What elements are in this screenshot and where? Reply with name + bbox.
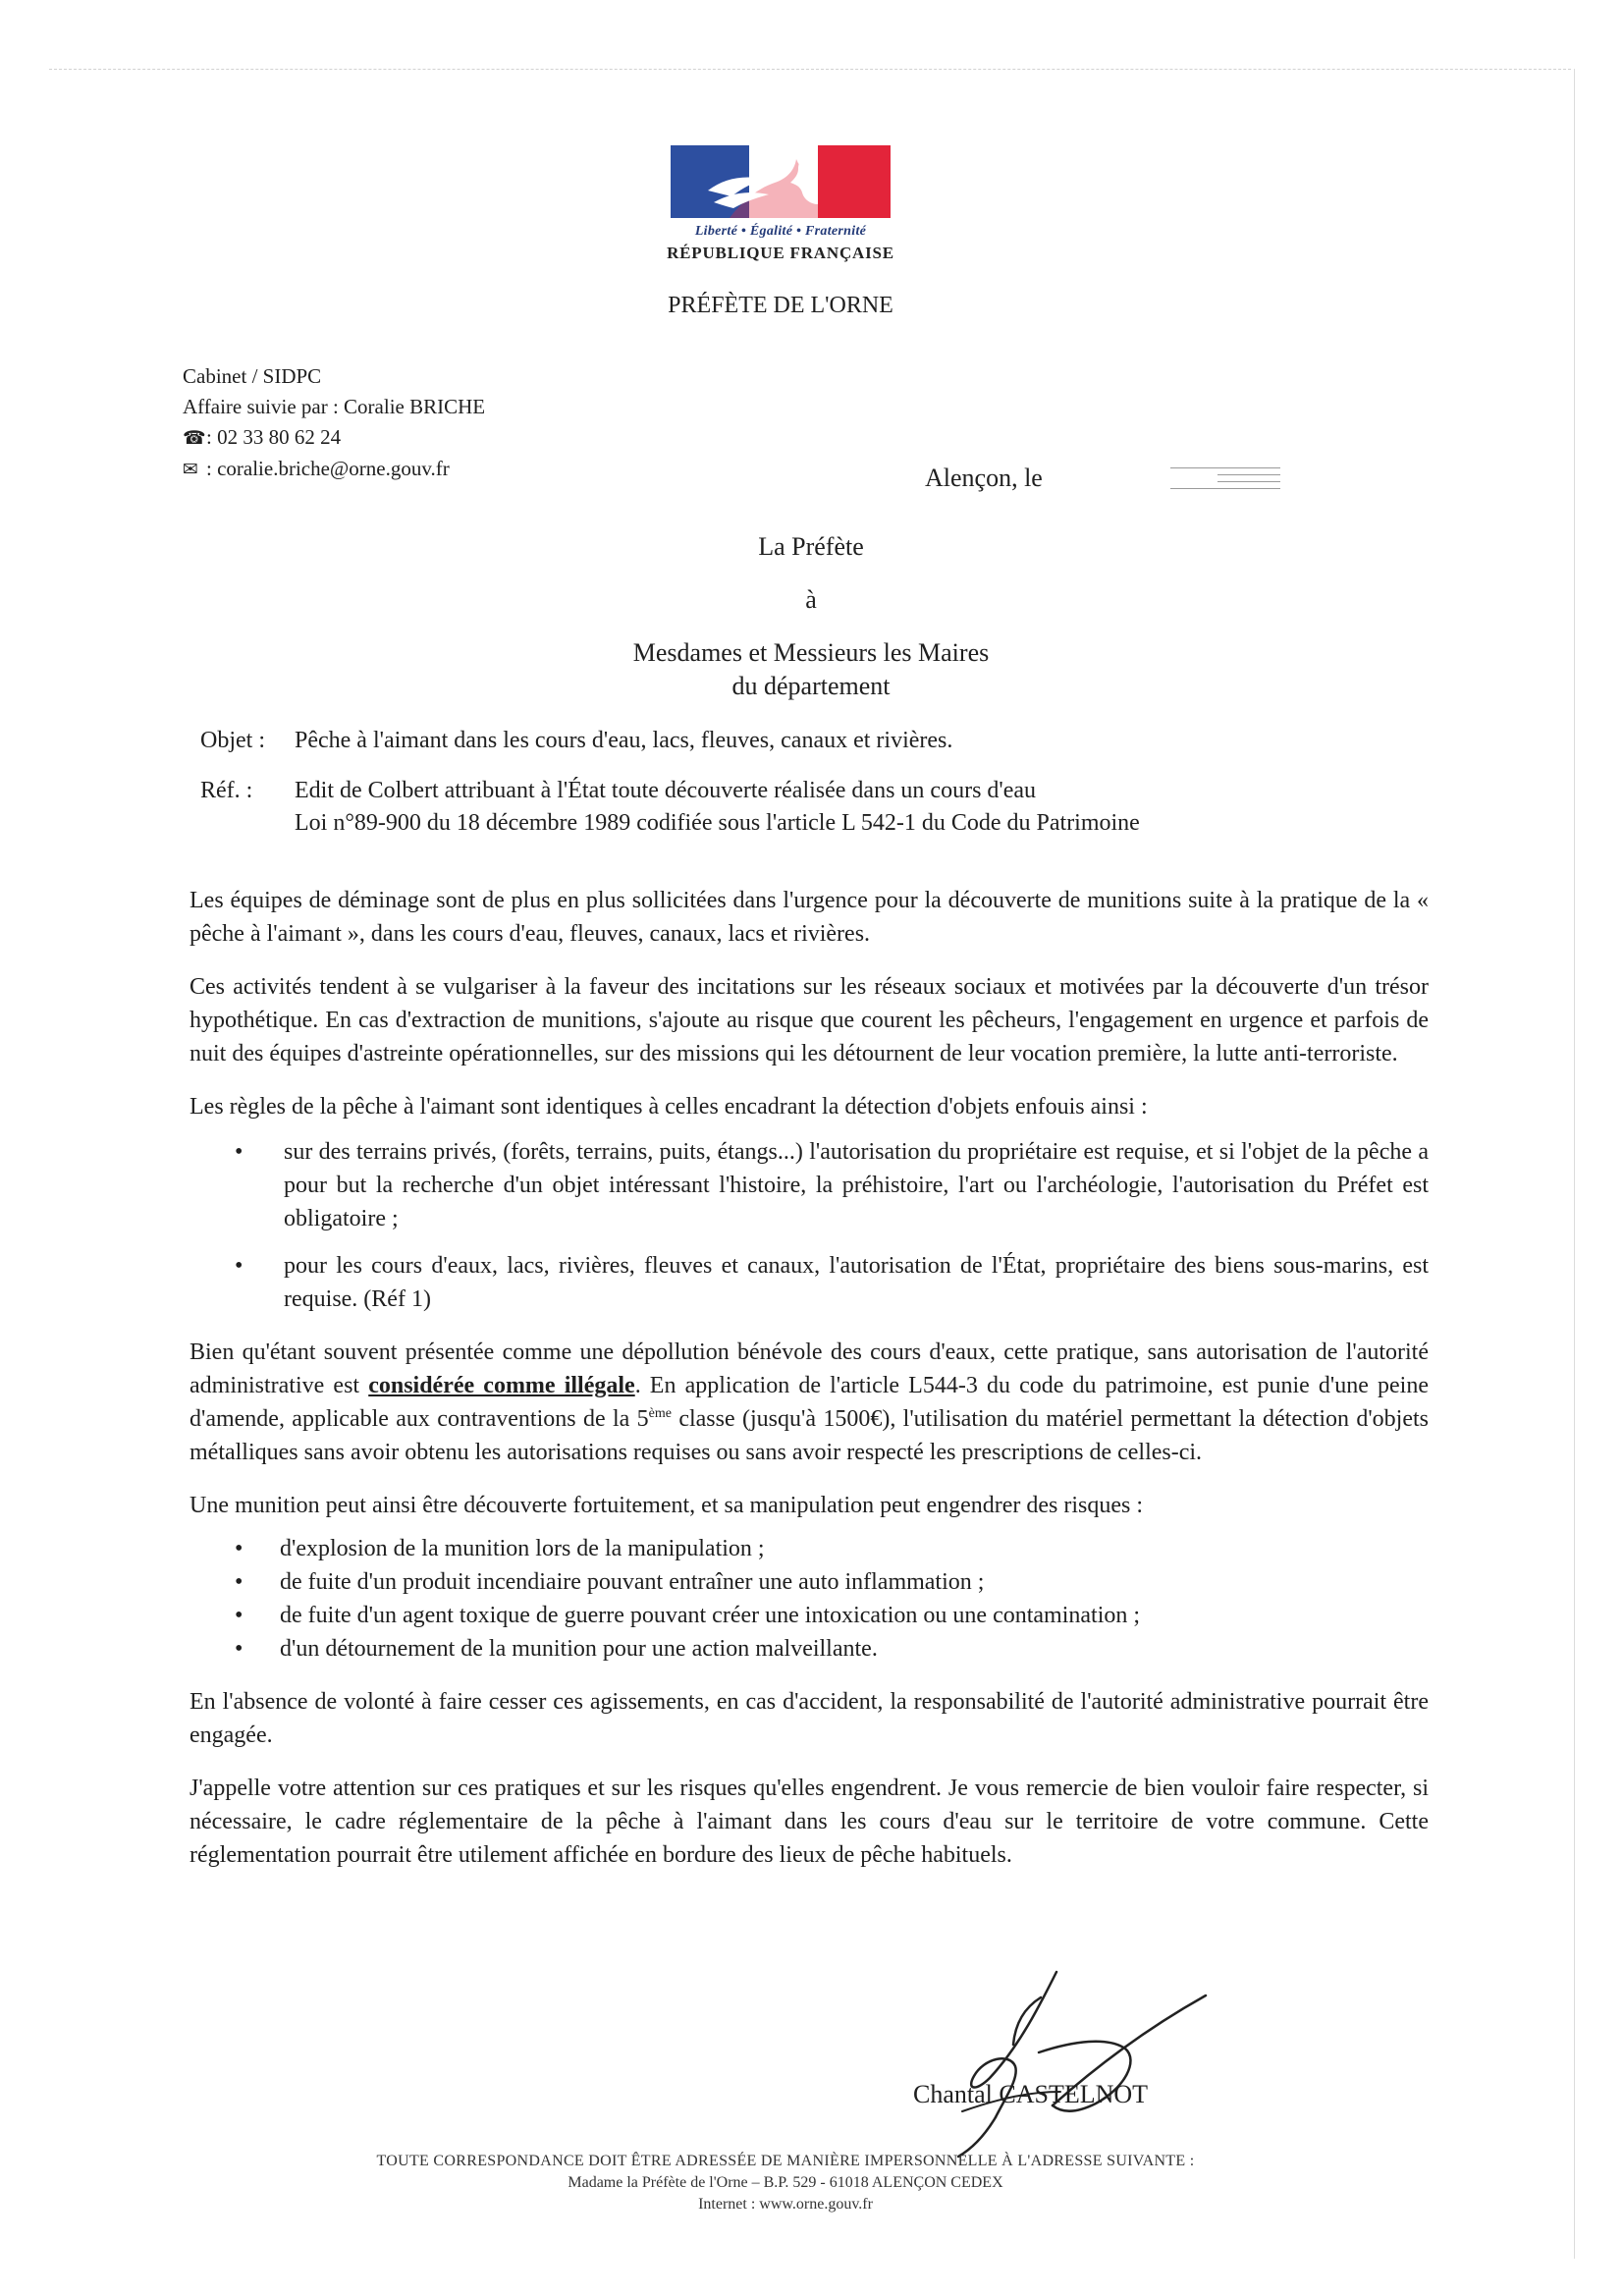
rules-list (189, 1135, 1429, 1316)
addressee-block (589, 530, 1033, 703)
footer (285, 2151, 1286, 2215)
subject-text: Pêche à l'aimant dans les cours d'eau, lacs, fleuves, canaux et rivières. (295, 728, 953, 753)
place-date: Alençon, le (925, 464, 1043, 492)
body-paragraph-3: Les règles de la pêche à l'aimant sont identiques à celles encadrant la détection d'objets enfouis ainsi : (189, 1094, 1148, 1120)
letterhead (589, 145, 972, 263)
footer-line-3: Internet : www.orne.gouv.fr (698, 2196, 873, 2213)
sender-phone: : 02 33 80 62 24 (206, 425, 342, 449)
paragraph-4-part-b: . En application de l'article L544-3 du code du patrimoine, est punie d'une peine d'amende, applicable aux contraventions de la 5 (189, 1373, 1429, 1432)
reference-line2: Loi n°89-900 du 18 décembre 1989 codifiée sous l'article L 542-1 du Code du Patrimoine (295, 810, 1140, 836)
sender-email-row (183, 454, 485, 485)
class-superscript: ème (648, 1406, 672, 1421)
illegal-emphasis: considérée comme illégale (368, 1373, 635, 1398)
signer-name: Chantal CASTELNOT (913, 2080, 1149, 2108)
paragraph-4-part-a: Bien qu'étant souvent présentée comme une dépollution bénévole des cours d'eaux, cette pratique, sans autorisation de l'autorité administrative est (189, 1339, 1429, 1398)
top-rule (49, 69, 1571, 70)
reference-label: Réf. : (200, 778, 253, 803)
body-paragraph-1: Les équipes de déminage sont de plus en plus sollicitées dans l'urgence pour la découverte de munitions suite à la pratique de la « pêche à l'aimant », dans les cours d'eau, fleuves, canaux, lacs et rivières. (189, 888, 1429, 947)
marianne-logo (671, 145, 891, 218)
body-paragraph-5: Une munition peut ainsi être découverte fortuitement, et sa manipulation peut engendrer des risques : (189, 1493, 1144, 1518)
subject-label: Objet : (200, 728, 265, 753)
reference-line (200, 775, 1140, 840)
addressee-recipients-line1: Mesdames et Messieurs les Maires (632, 638, 990, 667)
body-paragraph-6: En l'absence de volonté à faire cesser ces agissements, en cas d'accident, la responsabilité de l'autorité administrative pourrait être engagée. (189, 1689, 1429, 1748)
rules-list-item: • pour les cours d'eaux, lacs, rivières, fleuves et canaux, l'autorisation de l'État, propriétaire des biens sous-marins, est requise. (Réf 1) (189, 1249, 1429, 1316)
prefecture-title: PRÉFÈTE DE L'ORNE (668, 293, 893, 318)
phone-icon: ☎ (183, 427, 206, 449)
risks-list-item: • de fuite d'un produit incendiaire pouvant entraîner une auto inflammation ; (189, 1565, 1429, 1599)
subject-block (200, 725, 1140, 840)
addressee-from: La Préfète (758, 532, 864, 561)
republic-name: RÉPUBLIQUE FRANÇAISE (667, 244, 894, 262)
body-paragraph-2: Ces activités tendent à se vulgariser à la faveur des incitations sur les réseaux sociaux et motivées par la découverte d'un trésor hypothétique. En cas d'extraction de munitions, s'ajoute au risque que courent les pêcheurs, l'engagement en urgence et parfois de nuit des équipes d'astreinte opérationnelles, sur des missions qui les détournent de leur vocation première, la lutte anti-terroriste. (189, 974, 1429, 1066)
republic-motto: Liberté • Égalité • Fraternité (694, 224, 867, 239)
risks-list (189, 1532, 1429, 1666)
footer-line-2: Madame la Préfète de l'Orne – B.P. 529 - 61018 ALENÇON CEDEX (568, 2174, 1003, 2191)
sender-service: Cabinet / SIDPC (183, 364, 322, 388)
addressee-recipients-line2: du département (731, 672, 891, 700)
rules-list-item: • sur des terrains privés, (forêts, terrains, puits, étangs...) l'autorisation du propriétaire est requise, et si l'objet de la pêche a pour but la recherche d'un objet intéressant l'histoire, la préhistoire, l'art ou l'archéologie, l'autorisation du Préfet est obligatoire ; (189, 1135, 1429, 1235)
risks-list-item: • de fuite d'un agent toxique de guerre pouvant créer une intoxication ou une contamination ; (189, 1599, 1429, 1632)
subject-line (200, 725, 1140, 757)
paragraph-4-part-c: classe (jusqu'à 1500€), l'utilisation du matériel permettant la détection d'objets métalliques sans avoir obtenu les autorisations requises ou sans avoir respecté les prescriptions de celles-ci. (189, 1406, 1429, 1465)
sender-email: : coralie.briche@orne.gouv.fr (206, 457, 450, 480)
reference-line1: Edit de Colbert attribuant à l'État toute découverte réalisée dans un cours d'eau (295, 778, 1037, 803)
addressee-to-word: à (805, 585, 817, 614)
date-redaction (1170, 467, 1280, 489)
letter-body (189, 884, 1429, 1891)
body-paragraph-4 (189, 1336, 1429, 1469)
risks-list-item: • d'un détournement de la munition pour une action malveillante. (189, 1632, 1429, 1666)
risks-list-item: • d'explosion de la munition lors de la manipulation ; (189, 1532, 1429, 1565)
right-margin-rule (1574, 69, 1575, 2259)
sender-phone-row (183, 422, 485, 454)
envelope-icon: ✉ (183, 459, 198, 480)
footer-line-1: TOUTE CORRESPONDANCE DOIT ÊTRE ADRESSÉE DE MANIÈRE IMPERSONNELLE À L'ADRESSE SUIVANTE : (376, 2153, 1195, 2169)
sender-block (183, 361, 485, 485)
sender-followed-by: Affaire suivie par : Coralie BRICHE (183, 395, 486, 418)
handwritten-signature (893, 1964, 1217, 2160)
body-paragraph-7: J'appelle votre attention sur ces pratiques et sur les risques qu'elles engendrent. Je vous remercie de bien vouloir faire respecter, si nécessaire, le cadre réglementaire de la pêche à l'aimant dans les cours d'eau sur le territoire de votre commune. Cette réglementation pourrait être utilement affichée en bordure des lieux de pêche habituels. (189, 1776, 1429, 1868)
